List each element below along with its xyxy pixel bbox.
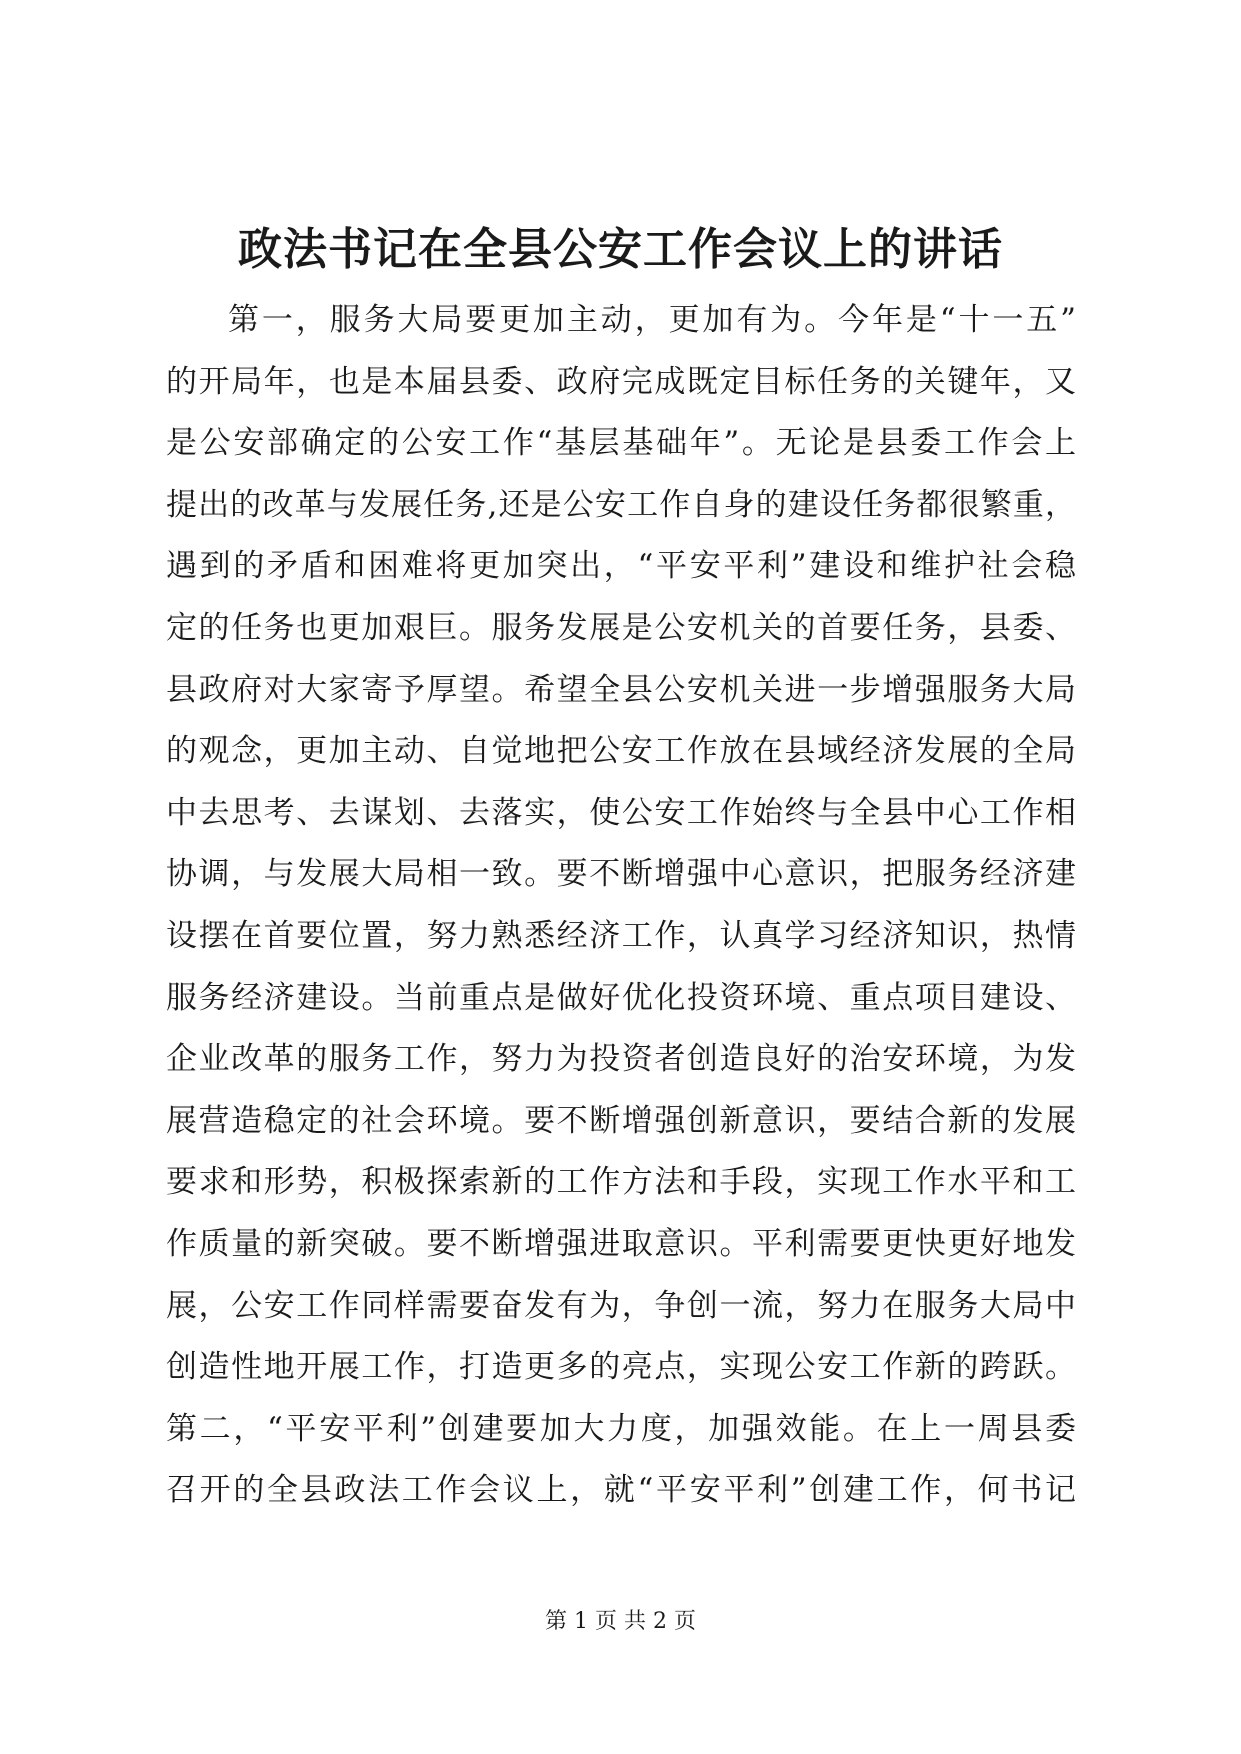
body-line: 展，公安工作同样需要奋发有为，争创一流，努力在服务大局中 bbox=[166, 1287, 1076, 1324]
body-line: 遇到的矛盾和困难将更加突出，“平安平利”建设和维护社会稳 bbox=[166, 548, 1076, 585]
page-footer: 第 1 页 共 2 页 bbox=[545, 1609, 696, 1634]
body-line: 提出的改革与发展任务,还是公安工作自身的建设任务都很繁重， bbox=[166, 486, 1076, 523]
body-line: 设摆在首要位置，努力熟悉经济工作，认真学习经济知识，热情 bbox=[166, 917, 1076, 954]
body-line: 定的任务也更加艰巨。服务发展是公安机关的首要任务，县委、 bbox=[166, 609, 1076, 646]
body-line: 中去思考、去谋划、去落实，使公安工作始终与全县中心工作相 bbox=[166, 794, 1076, 831]
body-line: 是公安部确定的公安工作“基层基础年”。无论是县委工作会上 bbox=[166, 425, 1076, 462]
body-line: 服务经济建设。当前重点是做好优化投资环境、重点项目建设、 bbox=[166, 979, 1076, 1016]
body-line: 创造性地开展工作，打造更多的亮点，实现公安工作新的跨跃。 bbox=[166, 1349, 1076, 1386]
body-line: 的观念，更加主动、自觉地把公安工作放在县域经济发展的全局 bbox=[166, 733, 1076, 770]
document-title: 政法书记在全县公安工作会议上的讲话 bbox=[238, 224, 1003, 275]
body-line: 的开局年，也是本届县委、政府完成既定目标任务的关键年，又 bbox=[166, 363, 1076, 400]
body-line: 协调，与发展大局相一致。要不断增强中心意识，把服务经济建 bbox=[166, 856, 1076, 893]
body-line: 召开的全县政法工作会议上，就“平安平利”创建工作，何书记 bbox=[166, 1472, 1076, 1509]
body-line: 要求和形势，积极探索新的工作方法和手段，实现工作水平和工 bbox=[166, 1164, 1076, 1201]
body-line: 县政府对大家寄予厚望。希望全县公安机关进一步增强服务大局 bbox=[166, 671, 1076, 708]
body-line: 作质量的新突破。要不断增强进取意识。平利需要更快更好地发 bbox=[166, 1225, 1076, 1262]
body-line: 第二，“平安平利”创建要加大力度，加强效能。在上一周县委 bbox=[166, 1410, 1076, 1447]
body-line: 展营造稳定的社会环境。要不断增强创新意识，要结合新的发展 bbox=[166, 1102, 1076, 1139]
body-line: 第一，服务大局要更加主动，更加有为。今年是“十一五” bbox=[228, 302, 1076, 338]
document-body bbox=[166, 290, 1076, 1522]
body-line: 企业改革的服务工作，努力为投资者创造良好的治安环境，为发 bbox=[166, 1041, 1076, 1078]
